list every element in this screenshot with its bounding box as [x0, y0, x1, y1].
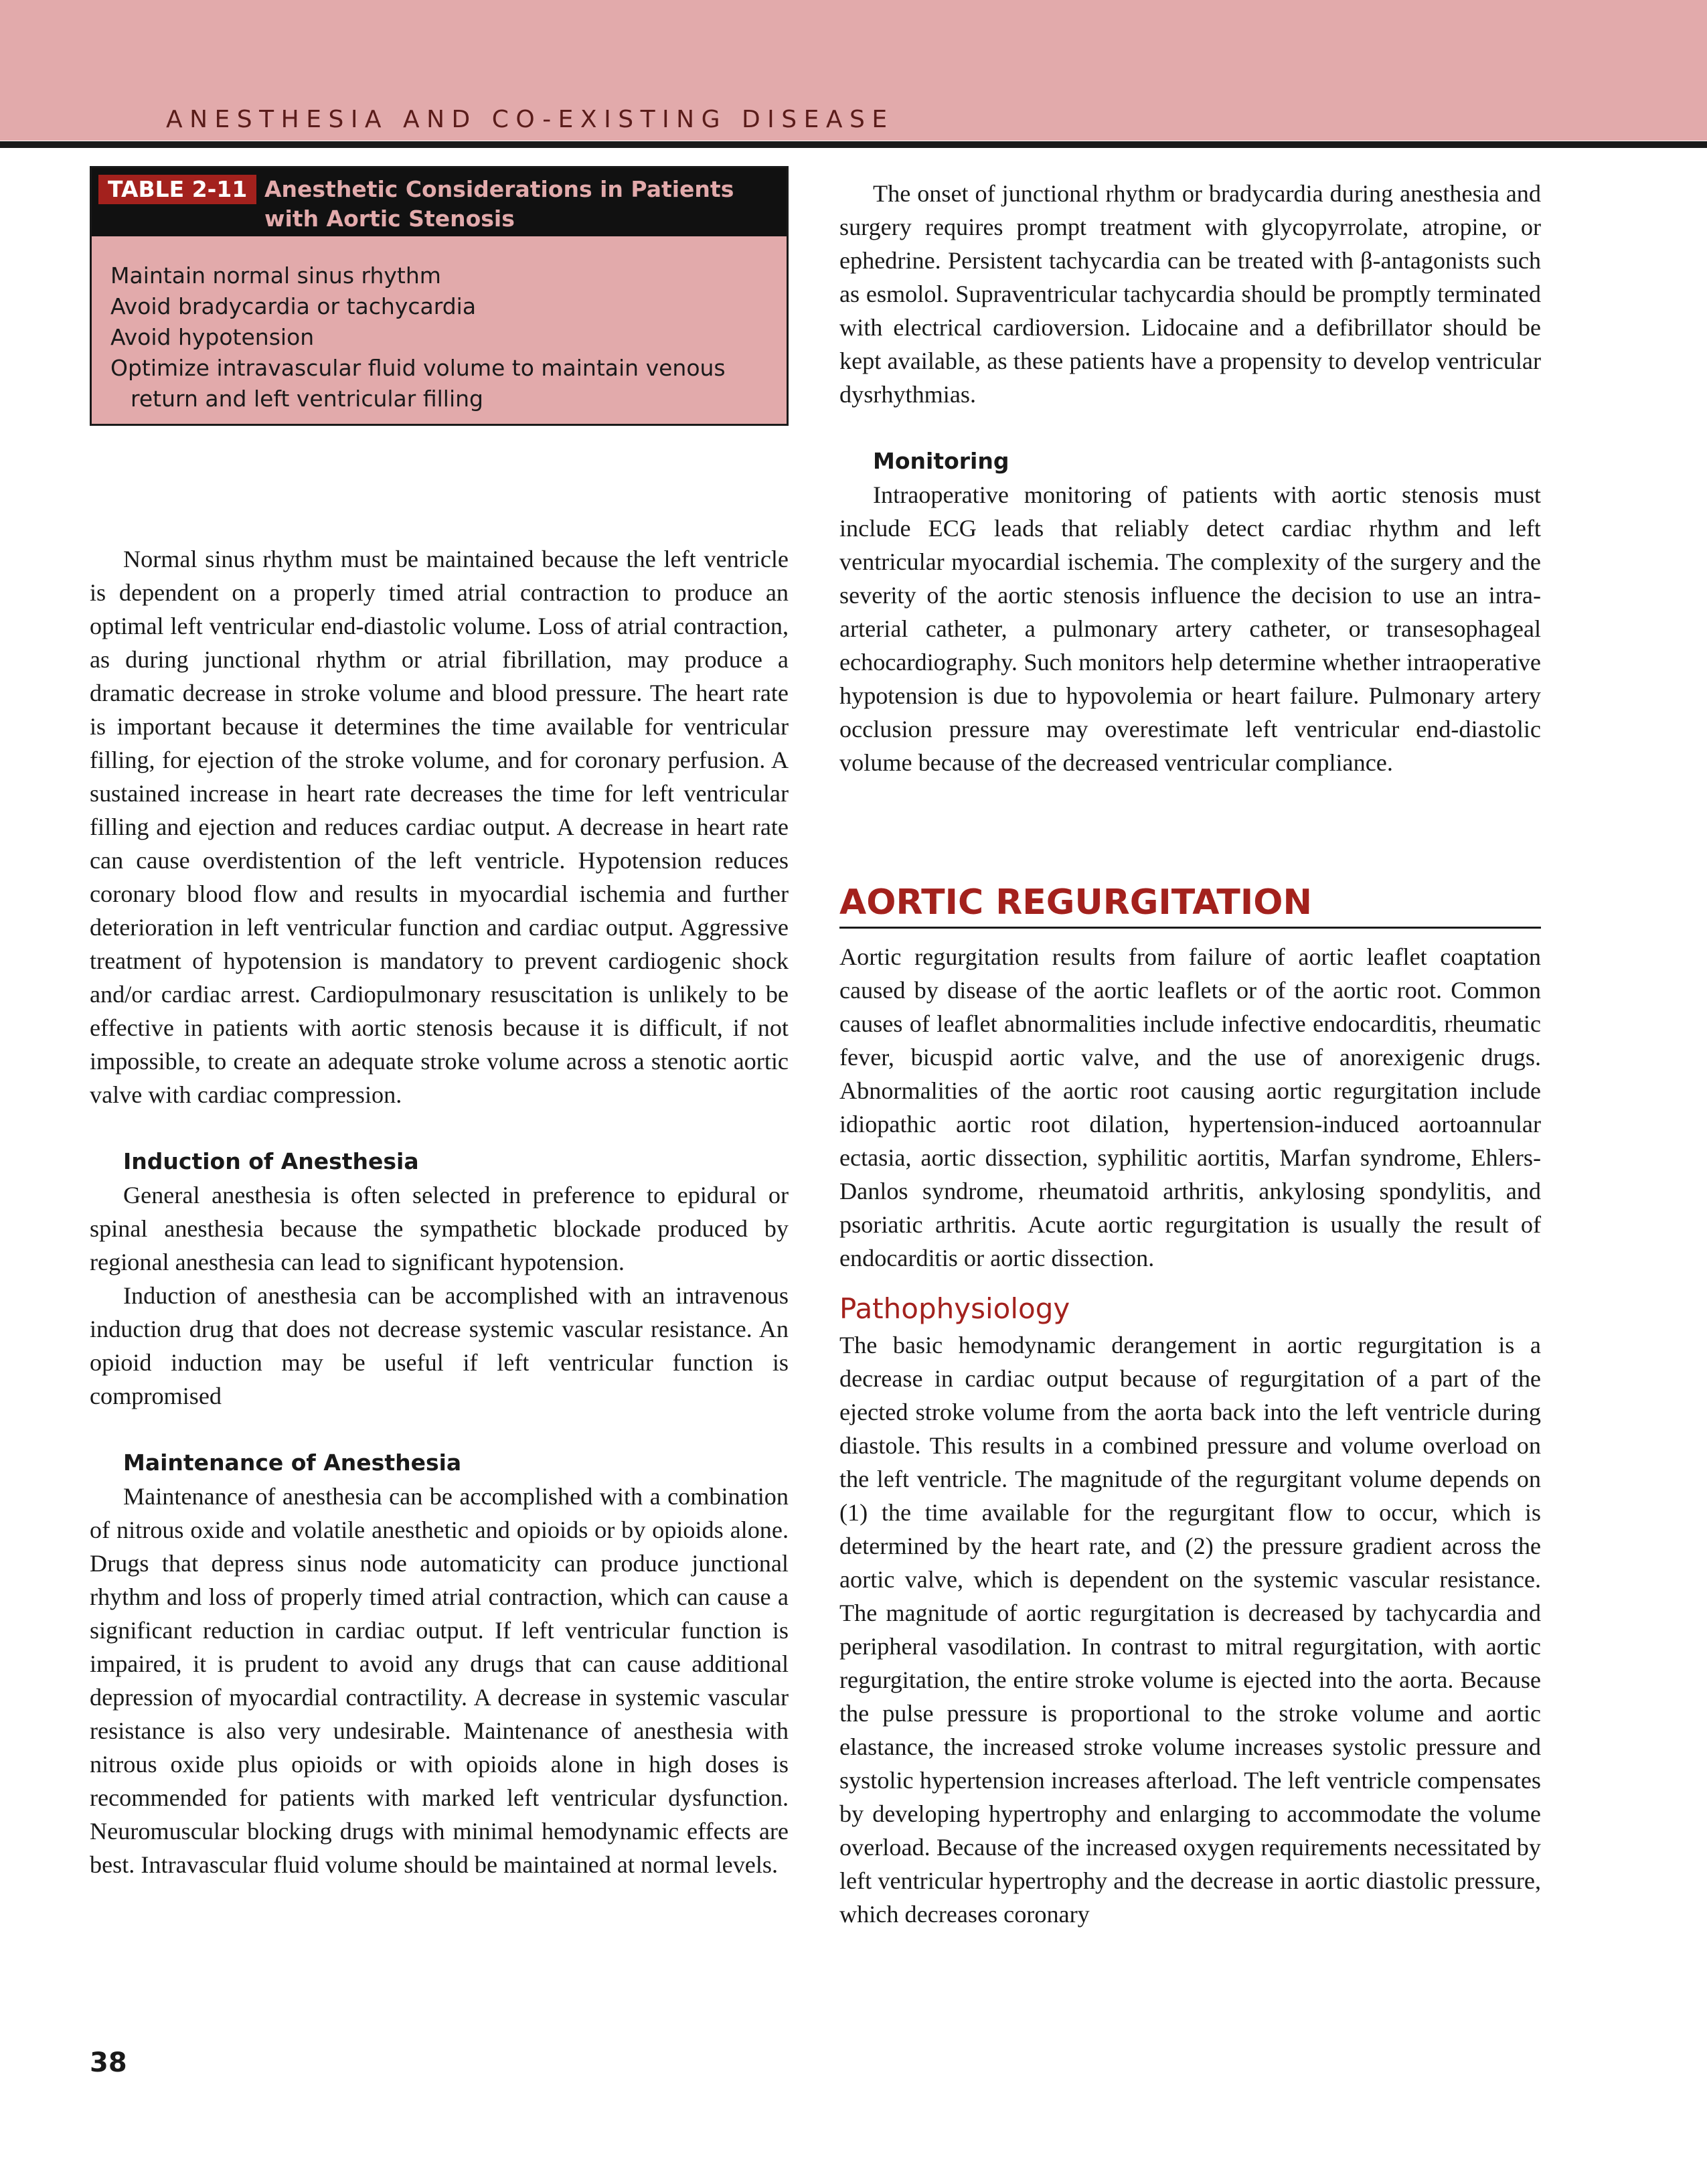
left-column — [90, 542, 789, 1881]
induction-heading: Induction of Anesthesia — [123, 1148, 419, 1174]
body-paragraph: The basic hemodynamic derangement in aortic regurgitation is a decrease in cardiac output because of regurgitation of a part of the ejected stroke volume from the aorta back into the left ventricle during diastole. This results in a combined pressure and volume overload on the left ventricle. The magnitude of the regurgitant volume depends on (1) the time available for the regurgitant flow to occur, which is determined by the heart rate, and (2) the pressure gradient across the aortic valve, which is dependent on the systemic vascular resistance. The magnitude of aortic regurgitation is decreased by tachycardia and peripheral vasodilation. In contrast to mitral regurgitation, with aortic regurgitation, the entire stroke volume is ejected into the aorta. Because the pulse pressure is proportional to the stroke volume and aortic elastance, the increased stroke volume increases systolic pressure and systolic hypertension increases afterload. The left ventricle compensates by developing hypertrophy and enlarging to accommodate the volume overload. Because of the increased oxygen requirements necessitated by left ventricular hypertrophy and the decrease in aortic diastolic pressure, which decreases coronary — [839, 1332, 1541, 1928]
header-rule — [0, 141, 1707, 148]
body-paragraph: Intraoperative monitoring of patients with aortic stenosis must include ECG leads that reliably detect cardiac rhythm and left ventricular myocardial ischemia. The complexity of the surgery and the severity of the aortic stenosis influence the decision to use an intra-arterial catheter, a pulmonary artery catheter, or transesophageal echocardiography. Such monitors help determine whether intraoperative hypotension is due to hypovolemia or heart failure. Pulmonary artery occlusion pressure may overestimate left ventricular end-diastolic volume because of the decreased ventricular compliance. — [839, 481, 1541, 776]
body-paragraph: Normal sinus rhythm must be maintained because the left ventricle is dependent on a properly timed atrial contraction to produce an optimal left ventricular end-diastolic volume. Loss of atrial contraction, as during junctional rhythm or atrial fibrillation, may produce a dramatic decrease in stroke volume and blood pressure. The heart rate is important because it determines the time available for ventricular filling, for ejection of the stroke volume, and for coronary perfusion. A sustained increase in heart rate decreases the time for left ventricular filling and ejection and reduces cardiac output. A decrease in heart rate can cause overdistention of the left ventricle. Hypotension reduces coronary blood flow and results in myocardial ischemia and further deterioration in left ventricular function and cardiac output. Aggressive treatment of hypotension is mandatory to prevent cardiogenic shock and/or cardiac arrest. Cardiopulmonary resuscitation is unlikely to be effective in patients with aortic stenosis because it is difficult, if not impossible, to create an adequate stroke volume across a stenotic aortic valve with cardiac compression. — [90, 546, 789, 1108]
table-item: Avoid hypotension — [110, 324, 315, 350]
body-paragraph: The onset of junctional rhythm or bradycardia during anesthesia and surgery requires prompt treatment with glycopyrrolate, atropine, or ephedrine. Persistent tachycardia can be treated with β-antagonists such as esmolol. Supraventricular tachycardia should be promptly terminated with electrical cardioversion. Lidocaine and a defibrillator should be kept available, as these patients have a propensity to develop ventricular dysrhythmias. — [839, 180, 1541, 408]
table-label: TABLE 2-11 — [98, 175, 256, 204]
body-paragraph: Aortic regurgitation results from failure of aortic leaflet coaptation caused by disease of the aortic leaflets or of the aortic root. Common causes of leaflet abnormalities include infective endocarditis, rheumatic fever, bicuspid aortic valve, and the use of anorexigenic drugs. Abnormalities of the aortic root causing aortic regurgitation include idiopathic aortic root dilation, hypertension-induced aortoannular ectasia, aortic dissection, syphilitic aortitis, Marfan syndrome, Ehlers-Danlos syndrome, rheumatoid arthritis, ankylosing spondylitis, and psoriatic arthritis. Acute aortic regurgitation is usually the result of endocarditis or aortic dissection. — [839, 943, 1541, 1271]
maintenance-heading: Maintenance of Anesthesia — [123, 1450, 462, 1476]
section-heading: AORTIC REGURGITATION — [839, 878, 1541, 929]
body-paragraph: General anesthesia is often selected in preference to epidural or spinal anesthesia because the sympathetic blockade produced by regional anesthesia can lead to significant hypotension. — [90, 1182, 789, 1275]
table-header — [92, 168, 787, 236]
right-column-top — [839, 177, 1541, 779]
monitoring-heading: Monitoring — [873, 448, 1009, 474]
table-box — [90, 166, 789, 426]
table-item: Optimize intravascular fluid volume to maintain venous return and left ventricular filling — [110, 355, 726, 412]
table-item: Maintain normal sinus rhythm — [110, 262, 441, 289]
pathophysiology-heading: Pathophysiology — [839, 1292, 1070, 1325]
right-column-bottom — [839, 940, 1541, 1931]
table-item: Avoid bradycardia or tachycardia — [110, 293, 477, 319]
table-list — [110, 260, 780, 414]
body-paragraph: Maintenance of anesthesia can be accomplished with a combination of nitrous oxide and volatile anesthetic and opioids or by opioids alone. Drugs that depress sinus node automaticity can produce junctional rhythm and loss of properly timed atrial contraction, which can cause a significant reduction in cardiac output. If left ventricular function is impaired, it is prudent to avoid any drugs that can cause additional depression of myocardial contractility. A decrease in systemic vascular resistance is also very undesirable. Maintenance of anesthesia with nitrous oxide plus opioids or with opioids alone in high doses is recommended for patients with marked left ventricular dysfunction. Neuromuscular blocking drugs with minimal hemodynamic effects are best. Intravascular fluid volume should be maintained at normal levels. — [90, 1483, 789, 1878]
running-title: ANESTHESIA AND CO-EXISTING DISEASE — [166, 106, 894, 133]
table-title: Anesthetic Considerations in Patients with Aortic Stenosis — [264, 176, 734, 232]
page-number: 38 — [90, 2047, 127, 2078]
body-paragraph: Induction of anesthesia can be accomplished with an intravenous induction drug that does not decrease systemic vascular resistance. An opioid induction may be useful if left ventricular function is compromised — [90, 1282, 789, 1409]
